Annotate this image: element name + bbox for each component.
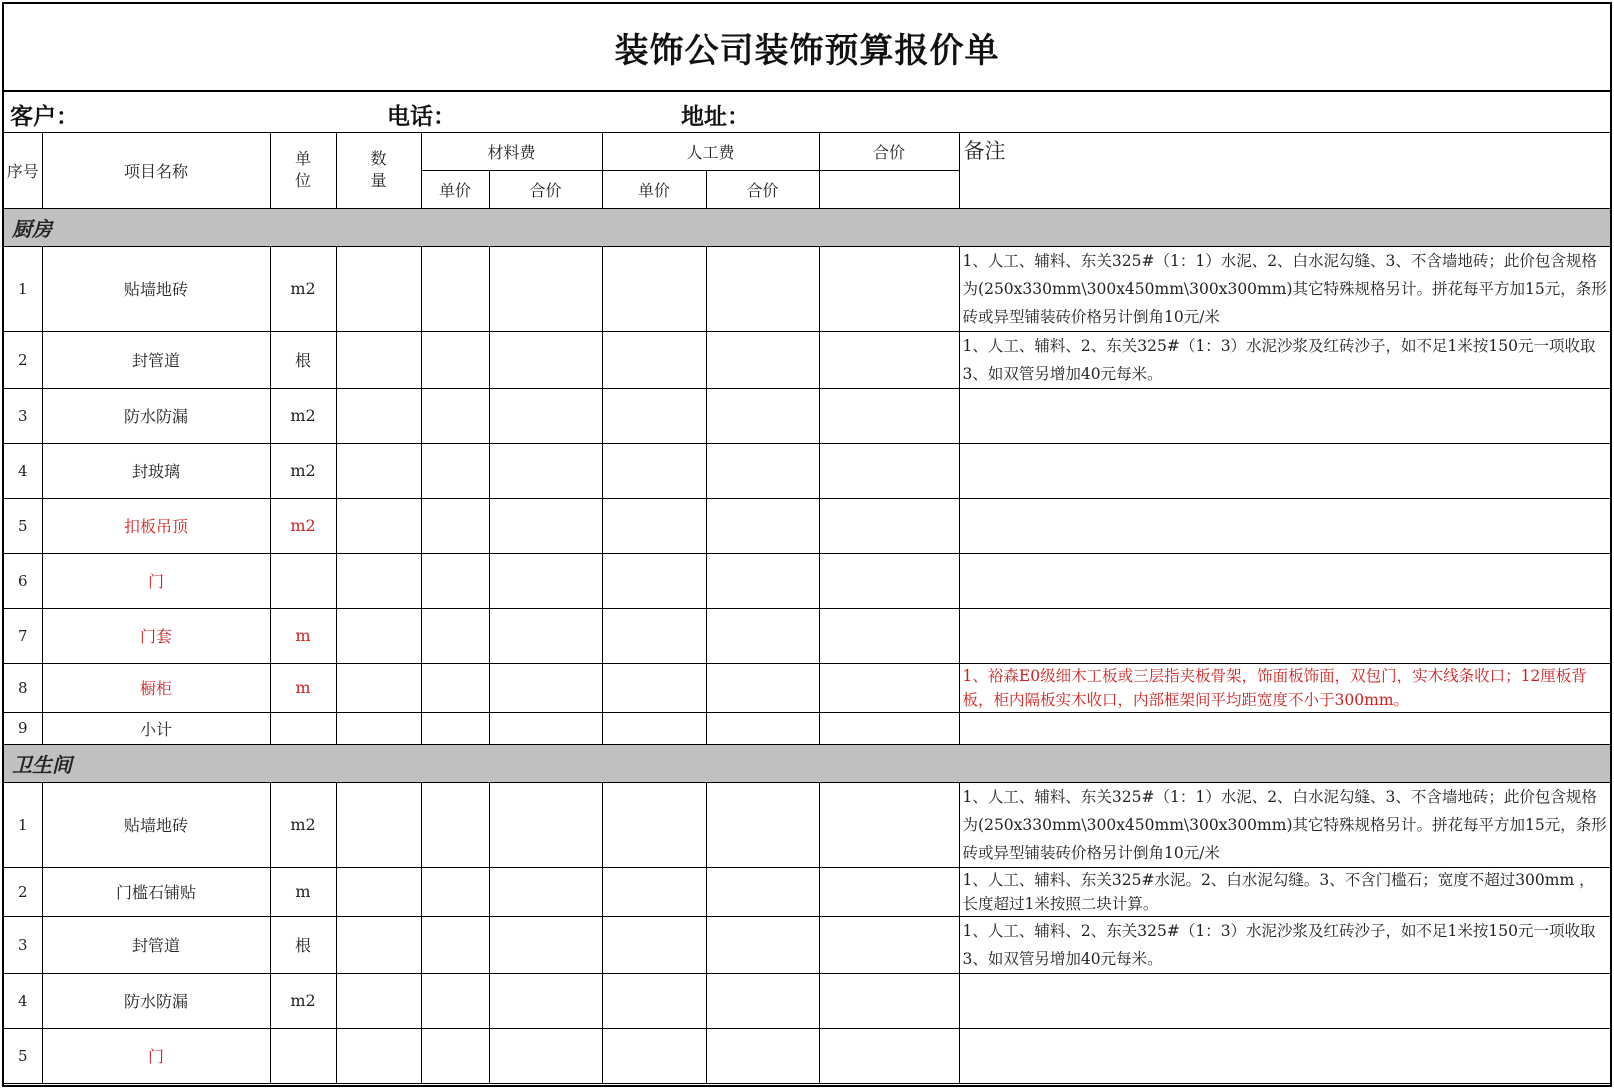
row-material-subtotal [489, 246, 602, 331]
row-remarks: 1、裕森E0级细木工板或三层指夹板骨架，饰面板饰面，双包门，实木线条收口；12厘板背板，柜内隔板实木收口，内部框架间平均距宽度不小于300mm。 [959, 663, 1610, 712]
row-item-name: 贴墙地砖 [42, 782, 270, 867]
section-row [4, 744, 1610, 782]
row-quantity [336, 663, 421, 712]
row-labor-unit-price [602, 246, 706, 331]
quote-table [4, 133, 1611, 1084]
row-material-subtotal [489, 553, 602, 608]
row-material-subtotal [489, 498, 602, 553]
row-remarks [959, 553, 1610, 608]
row-unit [270, 553, 336, 608]
header-item-name: 项目名称 [42, 133, 270, 208]
row-seq: 8 [4, 663, 42, 712]
row-total [819, 782, 959, 867]
row-total [819, 388, 959, 443]
section-title: 卫生间 [4, 744, 1610, 782]
row-material-unit-price [421, 246, 489, 331]
row-material-unit-price [421, 498, 489, 553]
row-seq: 6 [4, 553, 42, 608]
row-total [819, 663, 959, 712]
row-item-name: 门 [42, 553, 270, 608]
row-material-unit-price [421, 867, 489, 916]
row-labor-subtotal [706, 663, 819, 712]
header-material-fee: 材料费 [421, 133, 602, 170]
title-row [4, 4, 1610, 92]
row-seq: 7 [4, 608, 42, 663]
row-labor-unit-price [602, 608, 706, 663]
row-labor-subtotal [706, 388, 819, 443]
row-quantity [336, 443, 421, 498]
table-row [4, 443, 1610, 498]
row-material-unit-price [421, 712, 489, 744]
row-total [819, 608, 959, 663]
row-labor-subtotal [706, 973, 819, 1028]
row-material-unit-price [421, 331, 489, 388]
row-material-unit-price [421, 443, 489, 498]
row-item-name: 防水防漏 [42, 973, 270, 1028]
table-row [4, 331, 1610, 388]
row-remarks [959, 498, 1610, 553]
row-item-name: 橱柜 [42, 663, 270, 712]
row-unit: m [270, 867, 336, 916]
row-labor-subtotal [706, 246, 819, 331]
row-quantity [336, 973, 421, 1028]
row-labor-subtotal [706, 1028, 819, 1083]
row-total [819, 553, 959, 608]
row-labor-subtotal [706, 867, 819, 916]
row-quantity [336, 608, 421, 663]
table-row [4, 608, 1610, 663]
row-labor-unit-price [602, 1028, 706, 1083]
row-item-name: 防水防漏 [42, 388, 270, 443]
row-remarks [959, 973, 1610, 1028]
table-row [4, 973, 1610, 1028]
row-labor-unit-price [602, 443, 706, 498]
row-unit: m2 [270, 443, 336, 498]
row-material-unit-price [421, 782, 489, 867]
row-material-subtotal [489, 782, 602, 867]
row-item-name: 门 [42, 1028, 270, 1083]
row-labor-unit-price [602, 867, 706, 916]
row-material-subtotal [489, 712, 602, 744]
row-unit: m2 [270, 246, 336, 331]
row-unit: m [270, 663, 336, 712]
row-unit: m2 [270, 782, 336, 867]
row-seq: 2 [4, 331, 42, 388]
row-seq: 5 [4, 498, 42, 553]
row-labor-unit-price [602, 712, 706, 744]
row-material-subtotal [489, 608, 602, 663]
row-unit: m2 [270, 388, 336, 443]
row-seq: 1 [4, 246, 42, 331]
row-item-name: 封管道 [42, 916, 270, 973]
row-quantity [336, 712, 421, 744]
row-material-subtotal [489, 331, 602, 388]
header-material-unit-price: 单价 [421, 170, 489, 208]
header-seq: 序号 [4, 133, 42, 208]
row-quantity [336, 331, 421, 388]
row-total [819, 712, 959, 744]
header-total: 合价 [819, 133, 959, 170]
row-remarks: 1、人工、辅料、2、东关325#（1：3）水泥沙浆及红砖沙子，如不足1米按150元一项收取 3、如双管另增加40元每米。 [959, 331, 1610, 388]
row-labor-subtotal [706, 782, 819, 867]
header-remarks: 备注 [959, 133, 1610, 208]
table-row [4, 553, 1610, 608]
row-material-subtotal [489, 1028, 602, 1083]
row-seq: 1 [4, 782, 42, 867]
table-row [4, 916, 1610, 973]
row-remarks: 1、人工、辅料、东关325#水泥。2、白水泥勾缝。3、不含门槛石；宽度不超过300mm ，长度超过1米按照二块计算。 [959, 867, 1610, 916]
header-labor-unit-price: 单价 [602, 170, 706, 208]
table-row [4, 388, 1610, 443]
row-total [819, 246, 959, 331]
row-labor-subtotal [706, 443, 819, 498]
row-remarks: 1、人工、辅料、2、东关325#（1：3）水泥沙浆及红砖沙子，如不足1米按150元一项收取 3、如双管另增加40元每米。 [959, 916, 1610, 973]
table-row [4, 867, 1610, 916]
row-material-unit-price [421, 1028, 489, 1083]
row-material-unit-price [421, 973, 489, 1028]
row-item-name: 扣板吊顶 [42, 498, 270, 553]
row-material-subtotal [489, 388, 602, 443]
row-quantity [336, 246, 421, 331]
row-labor-subtotal [706, 712, 819, 744]
row-total [819, 1028, 959, 1083]
row-unit: 根 [270, 331, 336, 388]
table-row [4, 663, 1610, 712]
row-remarks [959, 443, 1610, 498]
row-seq: 4 [4, 973, 42, 1028]
row-labor-unit-price [602, 663, 706, 712]
table-row [4, 782, 1610, 867]
row-material-unit-price [421, 388, 489, 443]
header-total-blank [819, 170, 959, 208]
table-row [4, 246, 1610, 331]
row-material-unit-price [421, 553, 489, 608]
table-row [4, 712, 1610, 744]
row-material-subtotal [489, 443, 602, 498]
row-total [819, 443, 959, 498]
row-unit: m [270, 608, 336, 663]
row-labor-subtotal [706, 608, 819, 663]
row-labor-unit-price [602, 498, 706, 553]
row-material-unit-price [421, 608, 489, 663]
row-quantity [336, 388, 421, 443]
row-unit [270, 712, 336, 744]
row-total [819, 331, 959, 388]
table-row [4, 498, 1610, 553]
row-labor-unit-price [602, 331, 706, 388]
header-quantity: 数 量 [336, 133, 421, 208]
row-item-name: 门套 [42, 608, 270, 663]
customer-label: 客户： [10, 103, 79, 130]
row-remarks [959, 712, 1610, 744]
row-material-unit-price [421, 916, 489, 973]
row-labor-subtotal [706, 331, 819, 388]
row-seq: 9 [4, 712, 42, 744]
row-labor-unit-price [602, 388, 706, 443]
row-item-name: 封玻璃 [42, 443, 270, 498]
header-material-subtotal: 合价 [489, 170, 602, 208]
address-label: 地址： [681, 103, 750, 130]
page-title: 装饰公司装饰预算报价单 [614, 30, 1000, 71]
row-remarks: 1、人工、辅料、东关325#（1：1）水泥、2、白水泥勾缝、3、不含墙地砖；此价包含规格为(250x330mm\300x450mm\300x300mm)其它特殊规格另计。拼花每平方加15元，条形砖或异型铺装砖价格另计倒角10元/米 [959, 246, 1610, 331]
row-seq: 4 [4, 443, 42, 498]
row-labor-unit-price [602, 916, 706, 973]
row-quantity [336, 553, 421, 608]
row-labor-subtotal [706, 553, 819, 608]
row-material-subtotal [489, 973, 602, 1028]
row-labor-unit-price [602, 553, 706, 608]
row-item-name: 贴墙地砖 [42, 246, 270, 331]
table-row [4, 1028, 1610, 1083]
row-total [819, 498, 959, 553]
row-total [819, 916, 959, 973]
header-labor-fee: 人工费 [602, 133, 819, 170]
row-total [819, 973, 959, 1028]
row-quantity [336, 867, 421, 916]
row-labor-unit-price [602, 973, 706, 1028]
row-item-name: 门槛石铺贴 [42, 867, 270, 916]
row-unit: m2 [270, 973, 336, 1028]
row-labor-subtotal [706, 916, 819, 973]
row-remarks: 1、人工、辅料、东关325#（1：1）水泥、2、白水泥勾缝、3、不含墙地砖；此价包含规格为(250x330mm\300x450mm\300x300mm)其它特殊规格另计。拼花每平方加15元，条形砖或异型铺装砖价格另计倒角10元/米 [959, 782, 1610, 867]
section-row [4, 208, 1610, 246]
row-labor-subtotal [706, 498, 819, 553]
row-quantity [336, 782, 421, 867]
row-remarks [959, 1028, 1610, 1083]
row-material-subtotal [489, 916, 602, 973]
quote-sheet [2, 2, 1612, 1087]
row-material-subtotal [489, 867, 602, 916]
row-unit: 根 [270, 916, 336, 973]
row-seq: 2 [4, 867, 42, 916]
row-remarks [959, 388, 1610, 443]
row-material-subtotal [489, 663, 602, 712]
header-unit: 单 位 [270, 133, 336, 208]
customer-info-row [4, 92, 1610, 133]
row-unit: m2 [270, 498, 336, 553]
row-total [819, 867, 959, 916]
row-remarks [959, 608, 1610, 663]
row-item-name: 封管道 [42, 331, 270, 388]
header-row-1 [4, 133, 1610, 170]
row-quantity [336, 916, 421, 973]
row-seq: 5 [4, 1028, 42, 1083]
row-seq: 3 [4, 916, 42, 973]
row-quantity [336, 1028, 421, 1083]
row-quantity [336, 498, 421, 553]
section-title: 厨房 [4, 208, 1610, 246]
row-item-name: 小计 [42, 712, 270, 744]
row-unit [270, 1028, 336, 1083]
header-labor-subtotal: 合价 [706, 170, 819, 208]
phone-label: 电话： [387, 103, 456, 130]
row-seq: 3 [4, 388, 42, 443]
row-material-unit-price [421, 663, 489, 712]
row-labor-unit-price [602, 782, 706, 867]
